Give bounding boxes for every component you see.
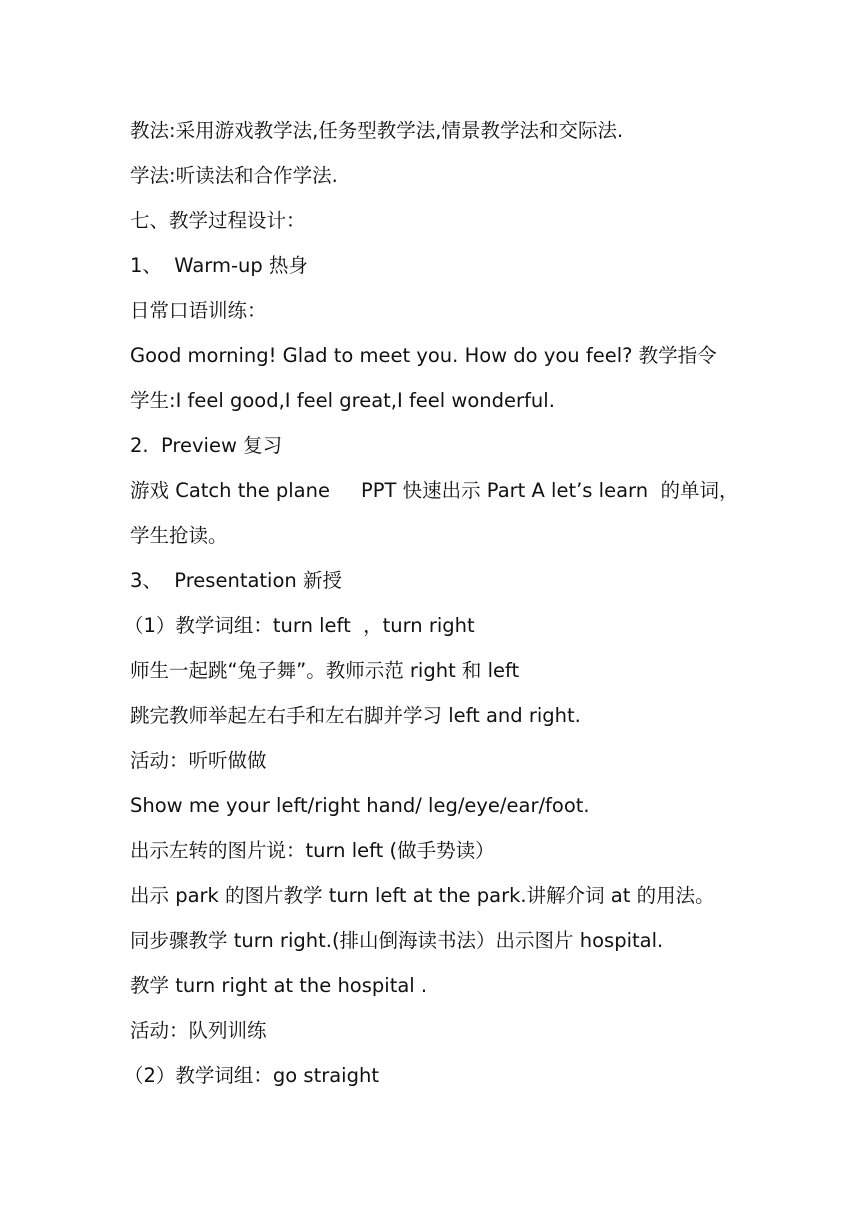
text-line: 出示 park 的图片教学 turn left at the park.讲解介词 at 的用法。 [130, 884, 715, 907]
text-line: 学生抢读。 [130, 524, 228, 547]
step-preview-heading: 2. Preview 复习 [130, 434, 283, 457]
text-line: Show me your left/right hand/ leg/eye/ear/foot. [130, 794, 590, 817]
text-line: 师生一起跳“兔子舞”。教师示范 right 和 left [130, 659, 520, 682]
text-line: 活动：队列训练 [130, 1019, 267, 1042]
text-line: 活动：听听做做 [130, 749, 267, 772]
step-presentation-heading: 3、 Presentation 新授 [130, 569, 342, 592]
step-warm-up-heading: 1、 Warm-up 热身 [130, 254, 308, 277]
lesson-plan-text [124, 108, 770, 1098]
text-line: 出示左转的图片说：turn left (做手势读） [130, 839, 495, 862]
learning-method-line: 学法:听读法和合作学法. [130, 164, 338, 187]
sub-step-heading: （1）教学词组：turn left ，turn right [124, 614, 475, 637]
text-line: 学生:I feel good,I feel great,I feel wonderful. [130, 389, 555, 412]
teaching-method-line: 教法:采用游戏教学法,任务型教学法,情景教学法和交际法. [130, 119, 624, 142]
sub-step-heading: （2）教学词组：go straight [124, 1064, 379, 1087]
section-heading: 七、教学过程设计： [130, 209, 306, 232]
text-line: 日常口语训练： [130, 299, 267, 322]
text-line: Good morning! Glad to meet you. How do you feel? 教学指令 [130, 344, 717, 367]
text-line: 游戏 Catch the plane PPT 快速出示 Part A let’s learn 的单词， [130, 479, 739, 502]
text-line: 教学 turn right at the hospital . [130, 974, 428, 997]
text-line: 同步骤教学 turn right.(排山倒海读书法）出示图片 hospital. [130, 929, 664, 952]
text-line: 跳完教师举起左右手和左右脚并学习 left and right. [130, 704, 581, 727]
